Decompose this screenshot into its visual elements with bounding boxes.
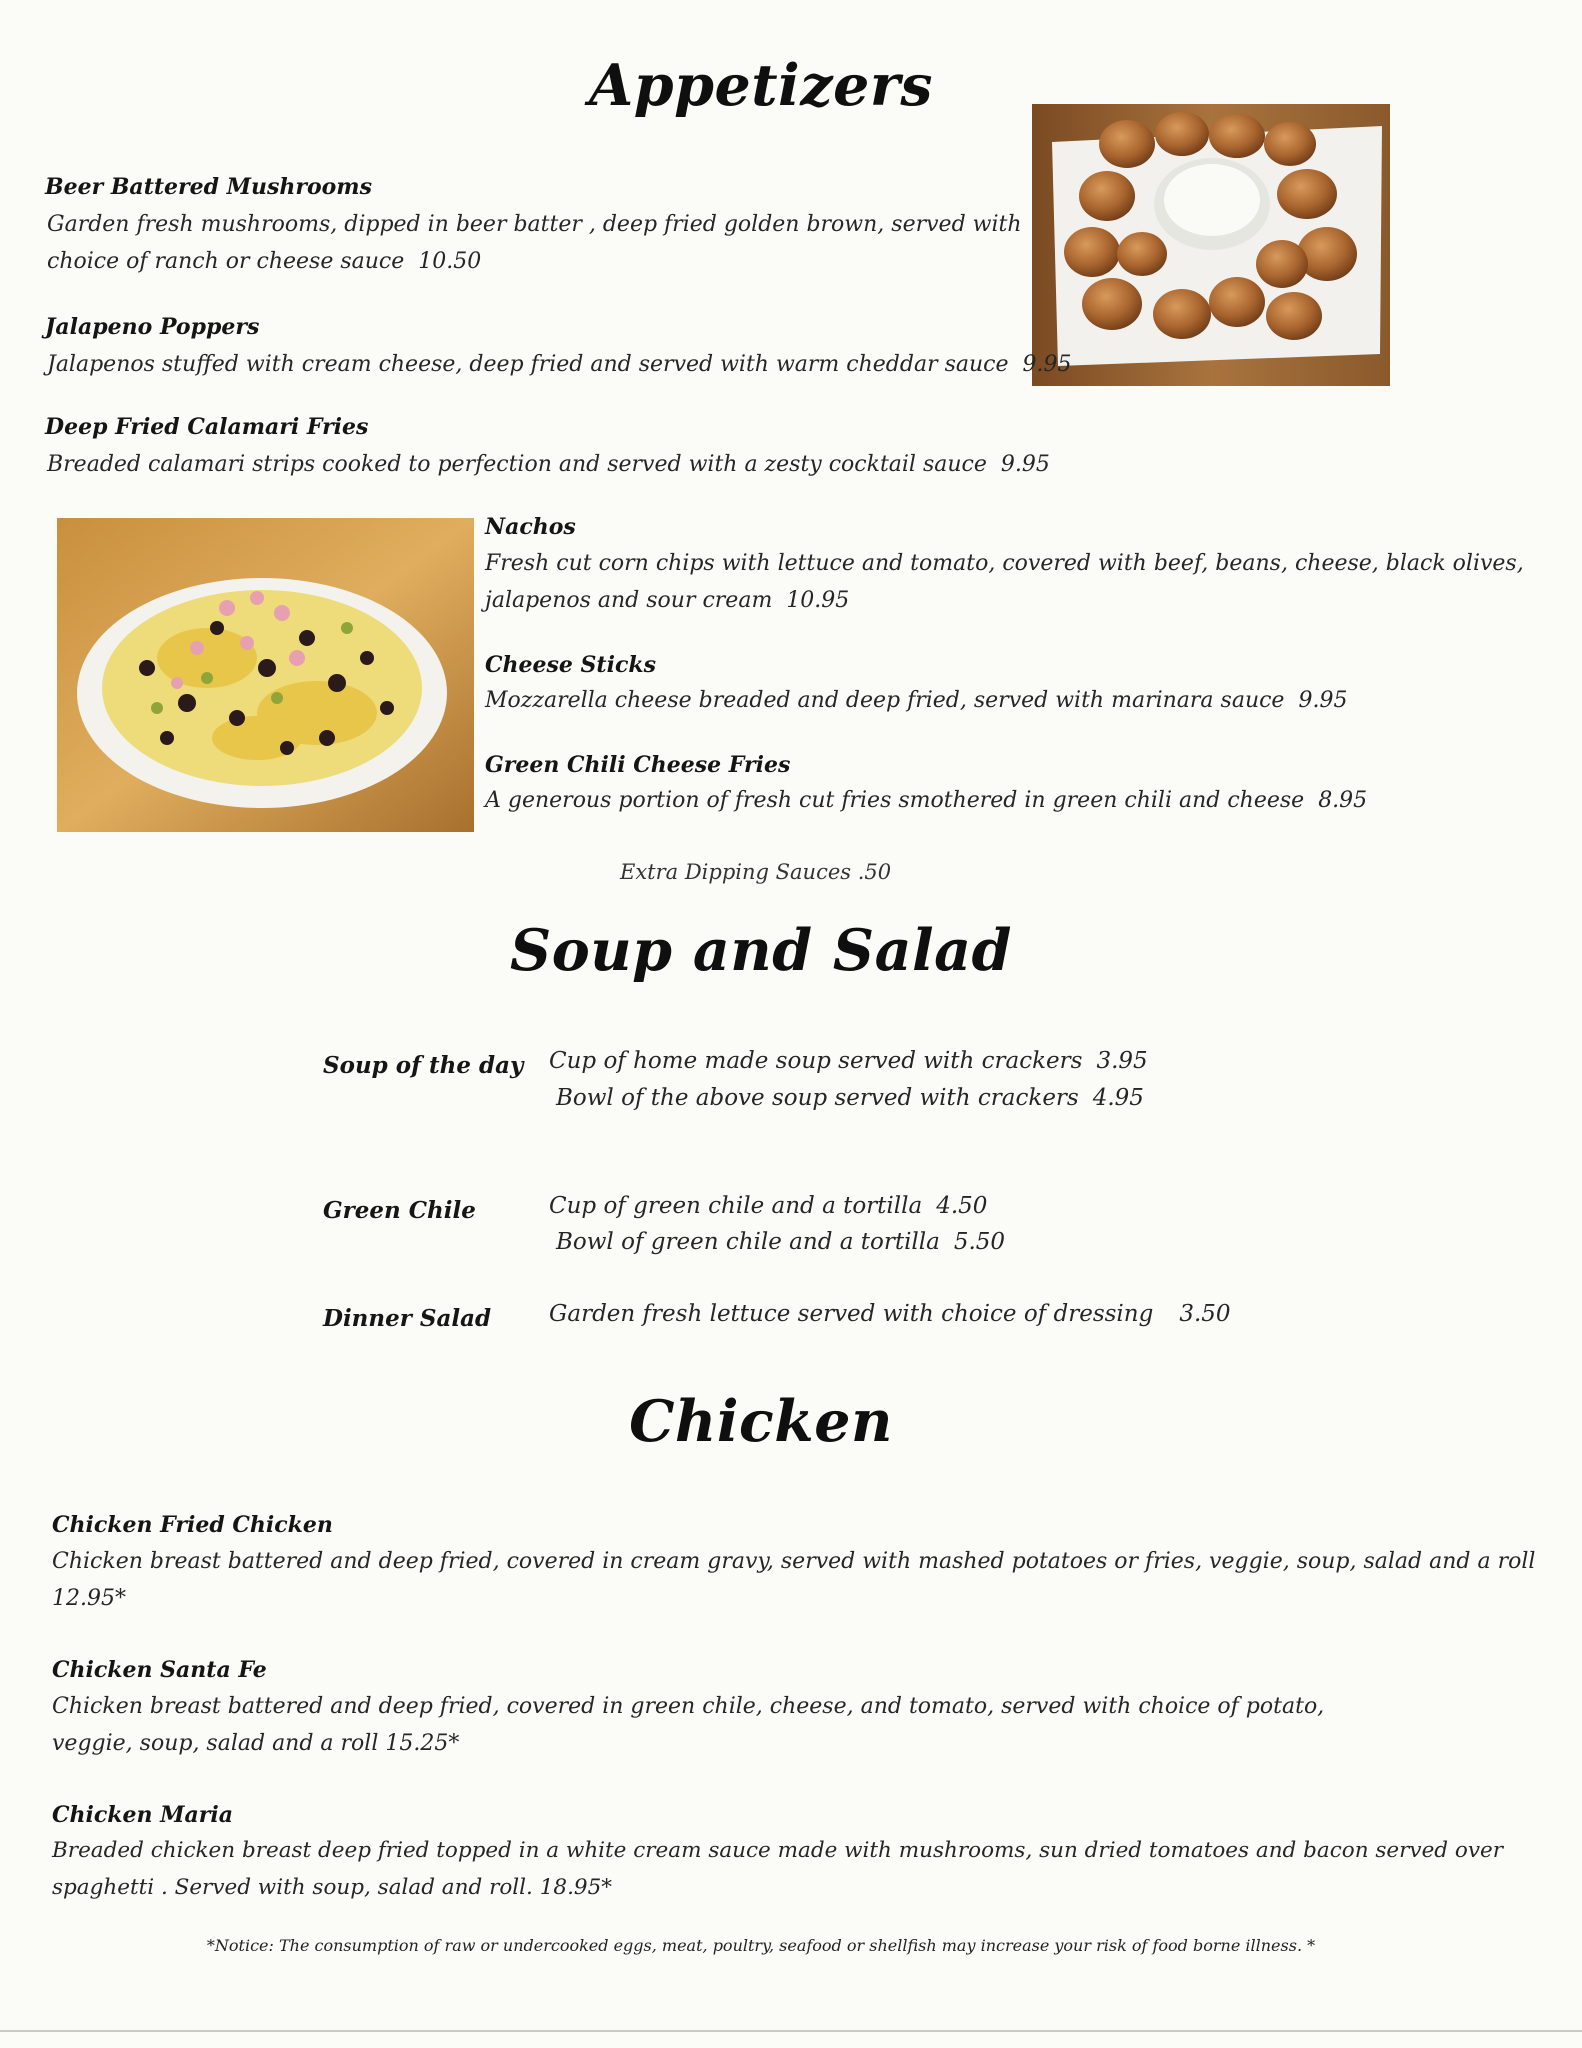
item-name-calamari-fries: Deep Fried Calamari Fries (45, 414, 369, 440)
green-chile-cup-line: Cup of green chile and a tortilla 4.50 (549, 1193, 988, 1219)
nachos-photo (57, 518, 474, 832)
chicken-heading: Chicken (629, 1388, 893, 1455)
soup-bowl-line: Bowl of the above soup served with crackers 4.95 (556, 1085, 1144, 1111)
price: 3.95 (1096, 1048, 1148, 1074)
item-desc-green-chili-cheese-fries: A generous portion of fresh cut fries smothered in green chili and cheese 8.95 (485, 788, 1368, 813)
item-name-cheese-sticks: Cheese Sticks (485, 652, 656, 678)
item-desc-chicken-maria: Breaded chicken breast deep fried topped in a white cream sauce made with mushrooms, sun dried tomatoes and bacon served over spaghetti . Served with soup, salad and roll. 18.95* (52, 1838, 1503, 1900)
dinner-salad-line: Garden fresh lettuce served with choice of dressing 3.50 (549, 1301, 1231, 1327)
price: 9.95 (1022, 352, 1072, 377)
item-name-beer-battered-mushrooms: Beer Battered Mushrooms (45, 174, 372, 200)
item-desc-nachos: Fresh cut corn chips with lettuce and tomato, covered with beef, beans, cheese, black olives, jalapenos and sour cream 10.95 (485, 551, 1524, 613)
item-desc-calamari-fries: Breaded calamari strips cooked to perfection and served with a zesty cocktail sauce 9.95 (47, 452, 1050, 477)
item-name-chicken-maria: Chicken Maria (52, 1802, 233, 1828)
food-safety-notice: *Notice: The consumption of raw or undercooked eggs, meat, poultry, seafood or shellfish may increase your risk of food borne illness. * (206, 1936, 1316, 1955)
appetizers-heading: Appetizers (589, 52, 933, 119)
price: 3.50 (1179, 1301, 1231, 1327)
price: 8.95 (1318, 788, 1368, 813)
price: 10.50 (418, 249, 482, 274)
page-bottom-edge (0, 2030, 1582, 2032)
item-desc-chicken-santa-fe: Chicken breast battered and deep fried, covered in green chile, cheese, and tomato, served with choice of potato, veggie, soup, salad and a roll 15.25* (52, 1694, 1325, 1756)
item-desc-jalapeno-poppers: Jalapenos stuffed with cream cheese, deep fried and served with warm cheddar sauce 9.95 (47, 352, 1072, 377)
soup-cup-line: Cup of home made soup served with crackers 3.95 (549, 1048, 1148, 1074)
soup-label: Soup of the day (323, 1052, 524, 1079)
item-name-chicken-santa-fe: Chicken Santa Fe (52, 1657, 267, 1683)
price: 4.50 (936, 1193, 988, 1219)
green-chile-bowl-line: Bowl of green chile and a tortilla 5.50 (556, 1229, 1006, 1255)
price: 9.95 (1298, 688, 1348, 713)
price: 4.95 (1092, 1085, 1144, 1111)
item-name-nachos: Nachos (485, 514, 576, 540)
item-desc-beer-battered-mushrooms: Garden fresh mushrooms, dipped in beer batter , deep fried golden brown, served with choice of ranch or cheese sauce 10.50 (47, 212, 1022, 274)
item-desc-chicken-fried-chicken: Chicken breast battered and deep fried, covered in cream gravy, served with mashed potatoes or fries, veggie, soup, salad and a roll 12.95* (52, 1549, 1536, 1611)
price: 9.95 (1000, 452, 1050, 477)
mushrooms-photo (1032, 104, 1390, 386)
extra-dipping-sauces: Extra Dipping Sauces .50 (620, 860, 892, 884)
price: 5.50 (953, 1229, 1006, 1255)
soup-salad-heading: Soup and Salad (510, 917, 1012, 984)
item-name-green-chili-cheese-fries: Green Chili Cheese Fries (485, 752, 791, 778)
item-name-chicken-fried-chicken: Chicken Fried Chicken (52, 1512, 333, 1538)
dinner-salad-label: Dinner Salad (323, 1305, 492, 1332)
item-name-jalapeno-poppers: Jalapeno Poppers (45, 314, 260, 340)
price: 10.95 (786, 588, 850, 613)
item-desc-cheese-sticks: Mozzarella cheese breaded and deep fried, served with marinara sauce 9.95 (485, 688, 1348, 713)
green-chile-label: Green Chile (323, 1197, 476, 1224)
